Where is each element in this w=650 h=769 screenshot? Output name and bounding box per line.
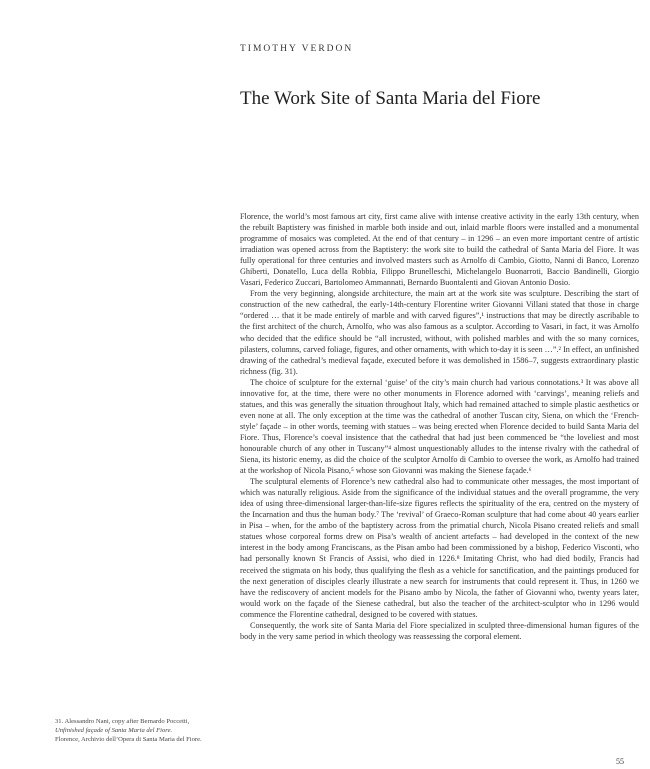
body-paragraph: From the very beginning, alongside architecture, the main art at the work site was sculpture. Describing the start of construction of the new cathedral, the early-14th-century Florentine writer Giovanni Villani stated that those in charge “ordered … that it be made entirely of marble and with carved figures”,¹ instructions that may be directly ascribable to the first architect of the church, Arnolfo, who was also famous as a sculptor. According to Vasari, in fact, it was Arnolfo who decided that the edifice should be “all incrusted, without, with polished marbles and with the so many cornices, pilasters, columns, carved foliage, figures, and other ornaments, with which to-day it is seen …”.² In effect, an unfinished drawing of the cathedral’s medieval façade, executed before it was demolished in 1586–7, suggests extraordinary plastic richness (fig. 31). — [240, 289, 639, 376]
body-paragraph: The sculptural elements of Florence’s new cathedral also had to communicate other messages, the most important of which was naturally religious. Aside from the significance of the individual statues and the overall programme, the very idea of using three-dimensional larger-than-life-size figures reflects the spirituality of the era, centred on the mystery of the Incarnation and thus the human body.⁷ The ‘revival’ of Graeco-Roman sculpture that had come about 40 years earlier in Pisa – when, for the ambo of the baptistery across from the primatial church, Nicola Pisano created reliefs and small statues whose corporeal forms drew on Pisa’s wealth of ancient artefacts – had developed in the context of the new interest in the body among Franciscans, as the Pisan ambo had been commissioned by a bishop, Federico Visconti, who had personally known St Francis of Assisi, who died in 1226.⁸ Imitating Christ, who had died bodily, Francis had received the stigmata on his body, thus qualifying the flesh as a vehicle for sanctification, and the paintings produced for the next generation of disciples clearly illustrate a new search for instruments that could represent it. Thus, in 1260 we have the rediscovery of ancient models for the Pisano ambo by Nicola, the father of Giovanni who, twenty years later, would work on the façade of the Sienese cathedral, but also the teacher of the architect-sculptor who in 1296 would commence the Florentine cathedral, designed to be covered with statues. — [240, 477, 639, 619]
body-paragraph: Florence, the world’s most famous art city, first came alive with intense creative activity in the early 13th century, when the rebuilt Baptistery was finished in marble both inside and out, inlaid marble floors were installed and a monumental programme of mosaics was completed. At the end of that century – in 1296 – an even more important centre of artistic irradiation was opened across from the Baptistery: the work site to build the cathedral of Santa Maria del Fiore. It was fully operational for three centuries and involved masters such as Arnolfo di Cambio, Giotto, Nanni di Banco, Lorenzo Ghiberti, Donatello, Luca della Robbia, Filippo Brunelleschi, Michelangelo Buonarroti, Baccio Bandinelli, Giorgio Vasari, Federico Zuccari, Bartolomeo Ammannati, Bernardo Buontalenti and Giovan Antonio Dosio. — [240, 212, 639, 288]
article-body — [240, 211, 639, 642]
page-number: 55 — [616, 757, 624, 766]
body-paragraph: The choice of sculpture for the external ‘guise’ of the city’s main church had various connotations.³ It was above all innovative for, at the time, there were no other monuments in Florence adorned with ‘carvings’, meaning reliefs and statues, and this was generally the situation throughout Italy, which had remained attached to simple plastic aesthetics or even none at all. The only exception at the time was the cathedral of another Tuscan city, Siena, on which the ‘French-style’ façade – in other words, teeming with statues – was being erected when Florence decided to build Santa Maria del Fiore. Thus, Florence’s coeval insistence that the cathedral that had just been commenced be “the loveliest and most honourable church of any other in Tuscany”⁴ almost unquestionably alludes to the intense rivalry with the cathedral of Siena, its historic enemy, as did the choice of the sculptor Arnolfo di Cambio to oversee the work, as Arnolfo had trained at the workshop of Nicola Pisano,⁵ whose son Giovanni was making the Sienese façade.⁶ — [240, 377, 639, 476]
chapter-title: The Work Site of Santa Maria del Fiore — [240, 88, 541, 109]
body-paragraph: Consequently, the work site of Santa Maria del Fiore specialized in sculpted three-dimensional human figures of the body in the very same period in which theology was reassessing the corporal element. — [240, 620, 639, 641]
figure-caption — [55, 717, 230, 744]
running-header-author: TIMOTHY VERDON — [240, 44, 354, 54]
caption-line: Florence, Archivio dell’Opera di Santa Maria del Fiore. — [55, 736, 202, 743]
caption-title: Unfinished façade of Santa Maria del Fiore. — [55, 727, 173, 734]
caption-line: 31. Alessandro Nani, copy after Bernardo Poccetti, — [55, 718, 190, 725]
